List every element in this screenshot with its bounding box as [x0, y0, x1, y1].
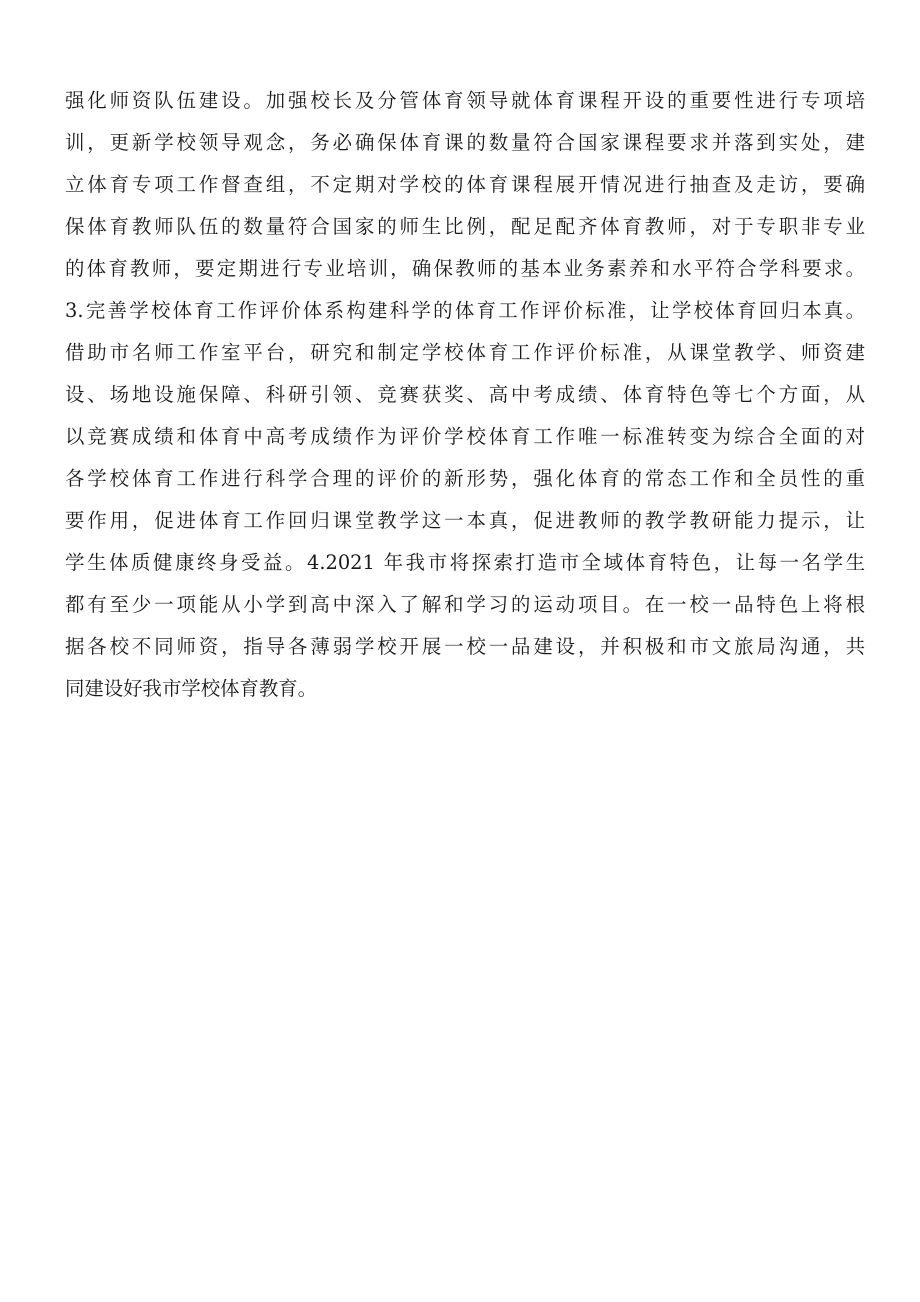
text-line: 立体育专项工作督查组，不定期对学校的体育课程展开情况进行抽查及走访，要确	[65, 173, 865, 196]
text-line: 借助市名师工作室平台，研究和制定学校体育工作评价标准，从课堂教学、师资建	[65, 341, 865, 364]
text-line: 以竞赛成绩和体育中高考成绩作为评价学校体育工作唯一标准转变为综合全面的对	[65, 425, 865, 448]
body-text	[65, 80, 865, 710]
text-line: 的体育教师，要定期进行专业培训，确保教师的基本业务素养和水平符合学科要求。	[65, 257, 865, 280]
text-line: 各学校体育工作进行科学合理的评价的新形势，强化体育的常态工作和全员性的重	[65, 467, 865, 490]
text-line: 保体育教师队伍的数量符合国家的师生比例，配足配齐体育教师，对于专职非专业	[65, 215, 865, 238]
text-line: 都有至少一项能从小学到高中深入了解和学习的运动项目。在一校一品特色上将根	[65, 593, 865, 616]
text-line: 强化师资队伍建设。加强校长及分管体育领导就体育课程开设的重要性进行专项培	[65, 89, 865, 112]
text-line: 3.完善学校体育工作评价体系构建科学的体育工作评价标准，让学校体育回归本真。	[65, 299, 865, 322]
text-line-last: 同建设好我市学校体育教育。	[65, 677, 318, 700]
text-line: 训，更新学校领导观念，务必确保体育课的数量符合国家课程要求并落到实处，建	[65, 131, 865, 154]
text-line: 据各校不同师资，指导各薄弱学校开展一校一品建设，并积极和市文旅局沟通，共	[65, 635, 865, 658]
text-line: 要作用，促进体育工作回归课堂教学这一本真，促进教师的教学教研能力提示，让	[65, 509, 865, 532]
text-line: 设、场地设施保障、科研引领、竞赛获奖、高中考成绩、体育特色等七个方面，从	[65, 383, 865, 406]
text-line: 学生体质健康终身受益。4.2021 年我市将探索打造市全域体育特色，让每一名学生	[65, 551, 865, 574]
